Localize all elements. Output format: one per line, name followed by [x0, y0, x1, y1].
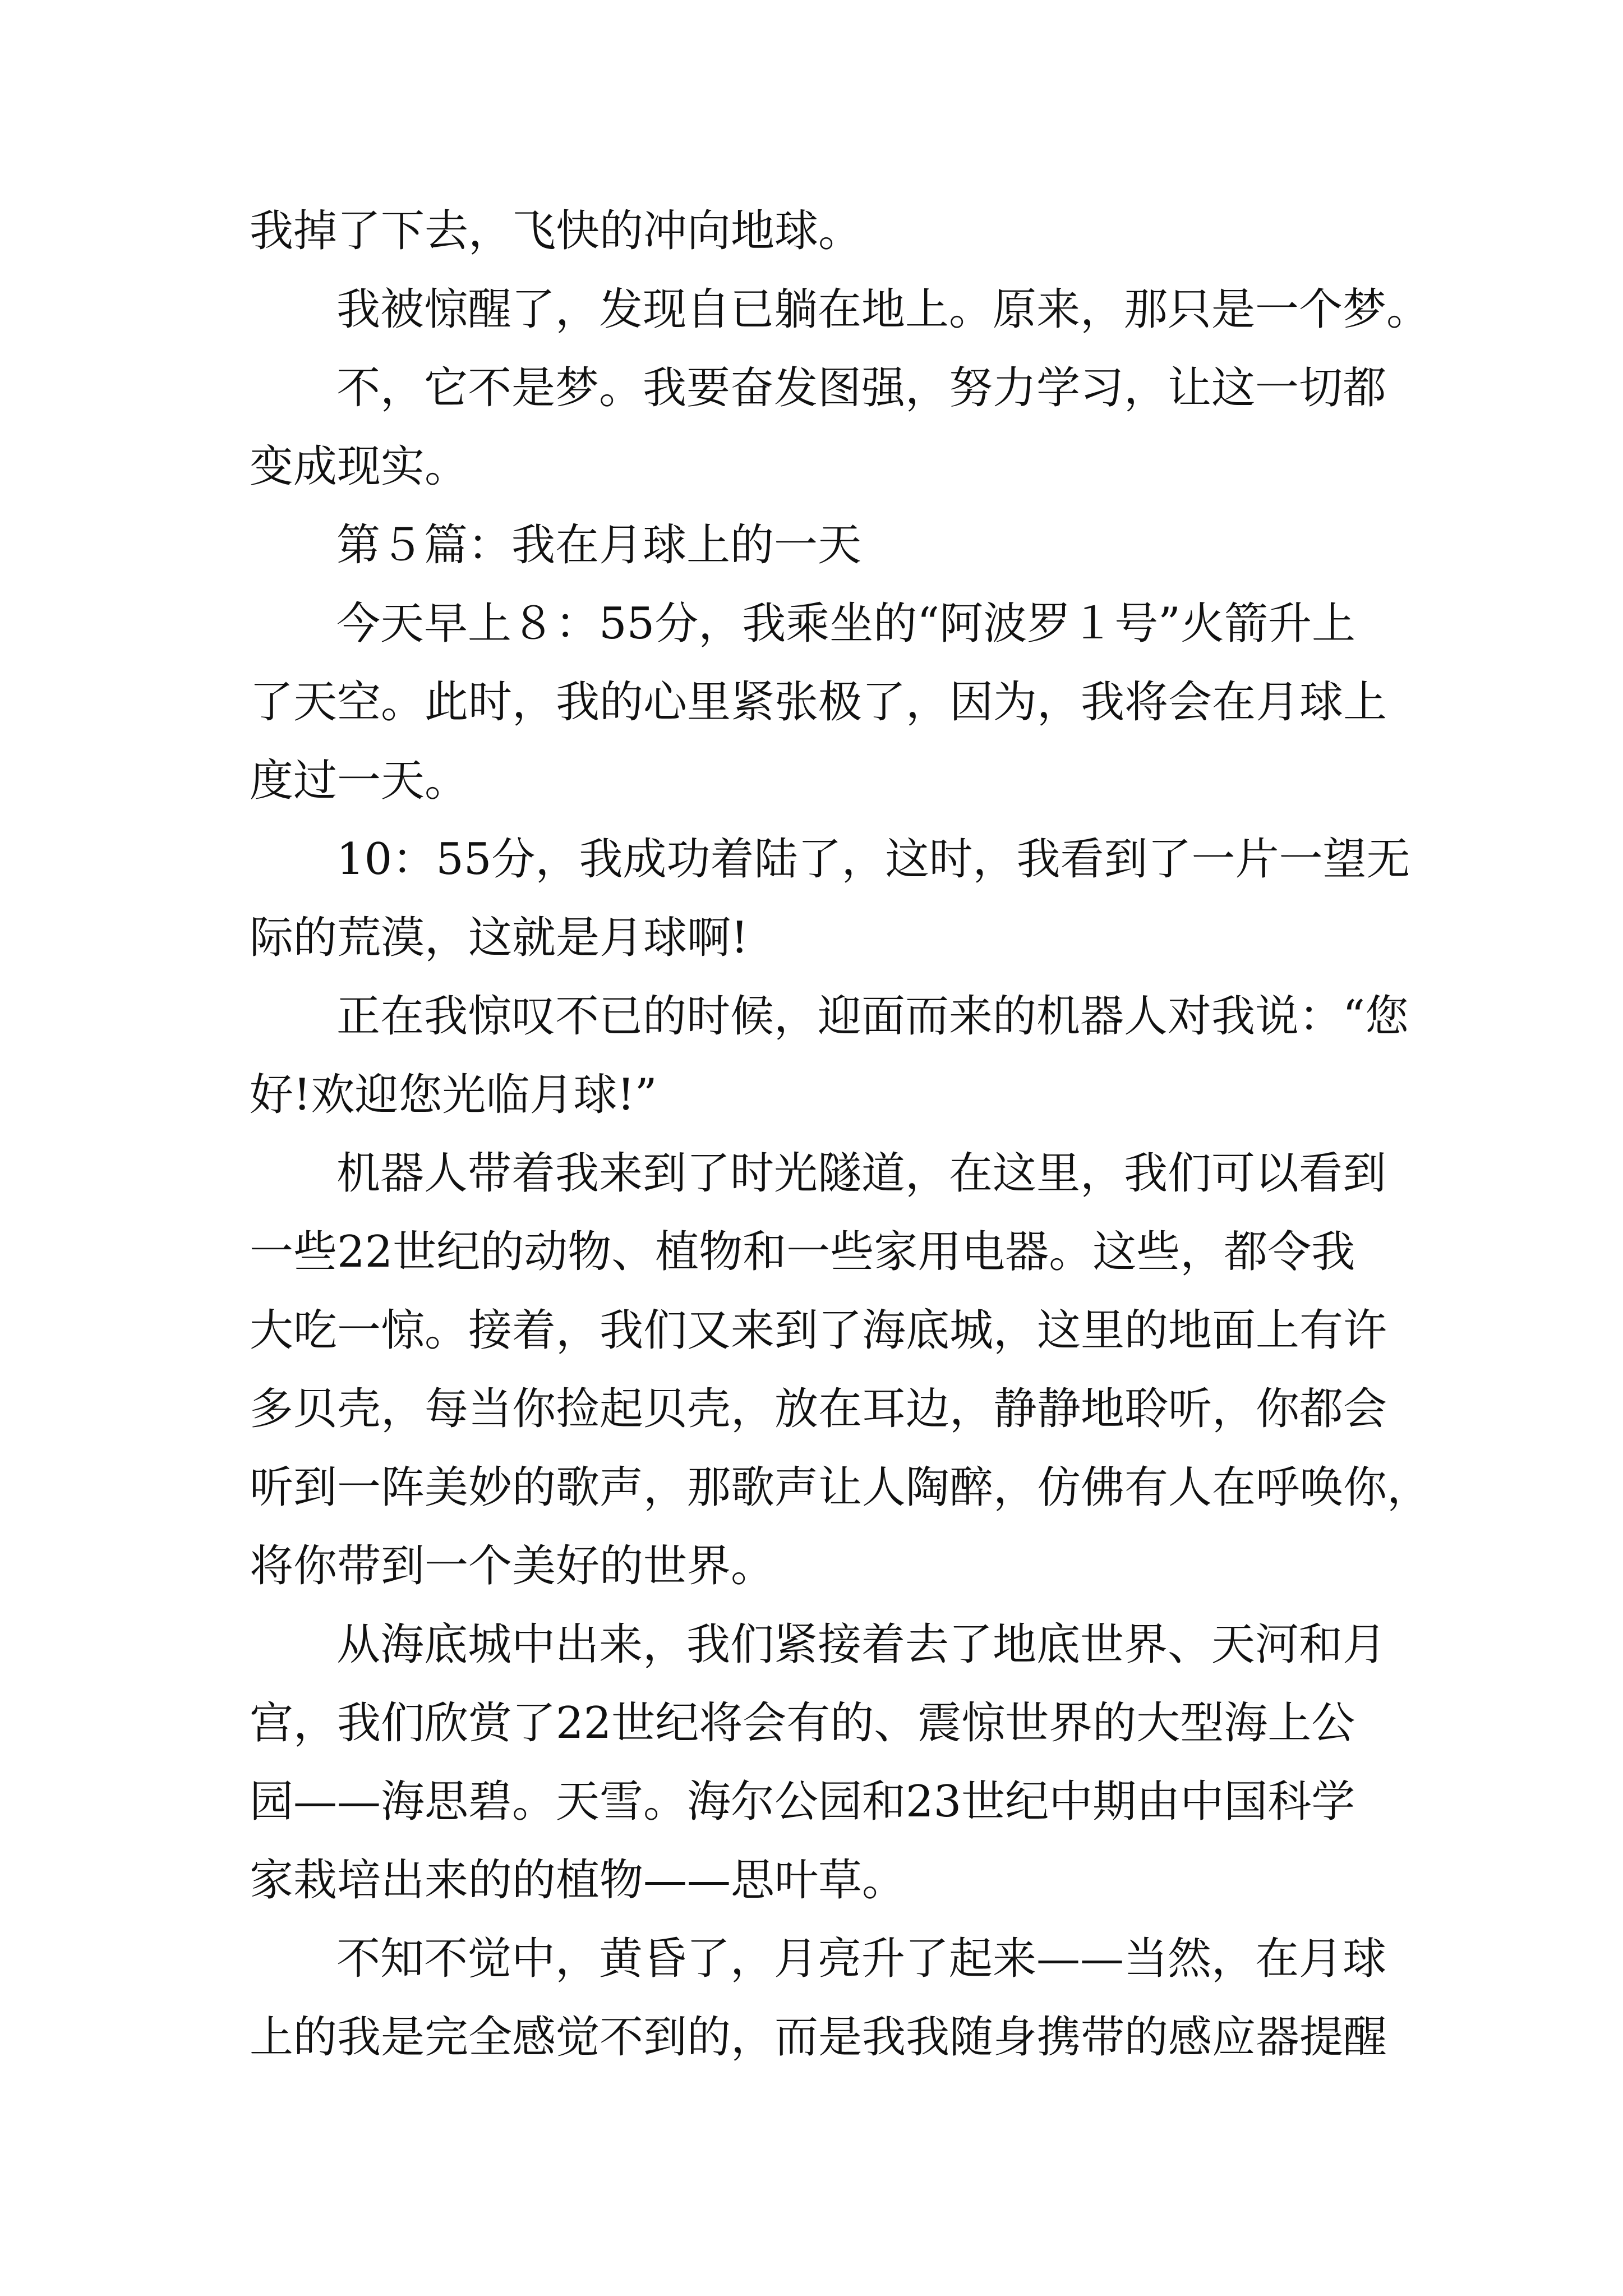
paragraph-first-line: 机器人带着我来到了时光隧道，在这里，我们可以看到	[336, 1148, 1387, 1199]
text-line: 了天空。此时，我的心里紧张极了，因为，我将会在月球上	[250, 677, 1387, 728]
text-line: 好!欢迎您光临月球!”	[250, 1070, 657, 1120]
text-line: 一些22世纪的动物、植物和一些家用电器。这些，都令我	[250, 1227, 1355, 1277]
text-line: 园——海思碧。天雪。海尔公园和23世纪中期由中国科学	[250, 1777, 1355, 1827]
paragraph-first-line: 不，它不是梦。我要奋发图强，努力学习，让这一切都	[336, 363, 1387, 413]
text-line: 际的荒漠，这就是月球啊!	[250, 913, 749, 963]
text-line: 将你带到一个美好的世界。	[250, 1541, 775, 1591]
paragraph-first-line: 不知不觉中，黄昏了，月亮升了起来——当然，在月球	[336, 1934, 1387, 1984]
paragraph-first-line: 我被惊醒了，发现自已躺在地上。原来，那只是一个梦。	[336, 284, 1431, 335]
text-line: 度过一天。	[250, 756, 469, 806]
paragraph-first-line: 从海底城中出来，我们紧接着去了地底世界、天河和月	[336, 1619, 1387, 1670]
paragraph-first-line: 今天早上８：55分，我乘坐的“阿波罗１号”火箭升上	[336, 599, 1356, 649]
text-line: 听到一阵美妙的歌声，那歌声让人陶醉，仿佛有人在呼唤你，	[250, 1462, 1431, 1513]
text-line: 我掉了下去，飞快的冲向地球。	[250, 206, 863, 256]
text-line: 变成现实。	[250, 441, 469, 492]
text-line: 宫，我们欣赏了22世纪将会有的、震惊世界的大型海上公	[250, 1698, 1355, 1749]
paragraph-first-line: 正在我惊叹不已的时候，迎面而来的机器人对我说：“您	[336, 991, 1409, 1042]
text-line: 家栽培出来的的植物——思叶草。	[250, 1855, 906, 1906]
text-line: 上的我是完全感觉不到的，而是我我随身携带的感应器提醒	[250, 2012, 1387, 2063]
text-line: 大吃一惊。接着，我们又来到了海底城，这里的地面上有许	[250, 1305, 1387, 1356]
paragraph-first-line: 10：55分，我成功着陆了，这时，我看到了一片一望无	[336, 834, 1410, 885]
text-line: 多贝壳，每当你捡起贝壳，放在耳边，静静地聆听，你都会	[250, 1384, 1387, 1434]
section-title: 第５篇：我在月球上的一天	[336, 520, 862, 570]
